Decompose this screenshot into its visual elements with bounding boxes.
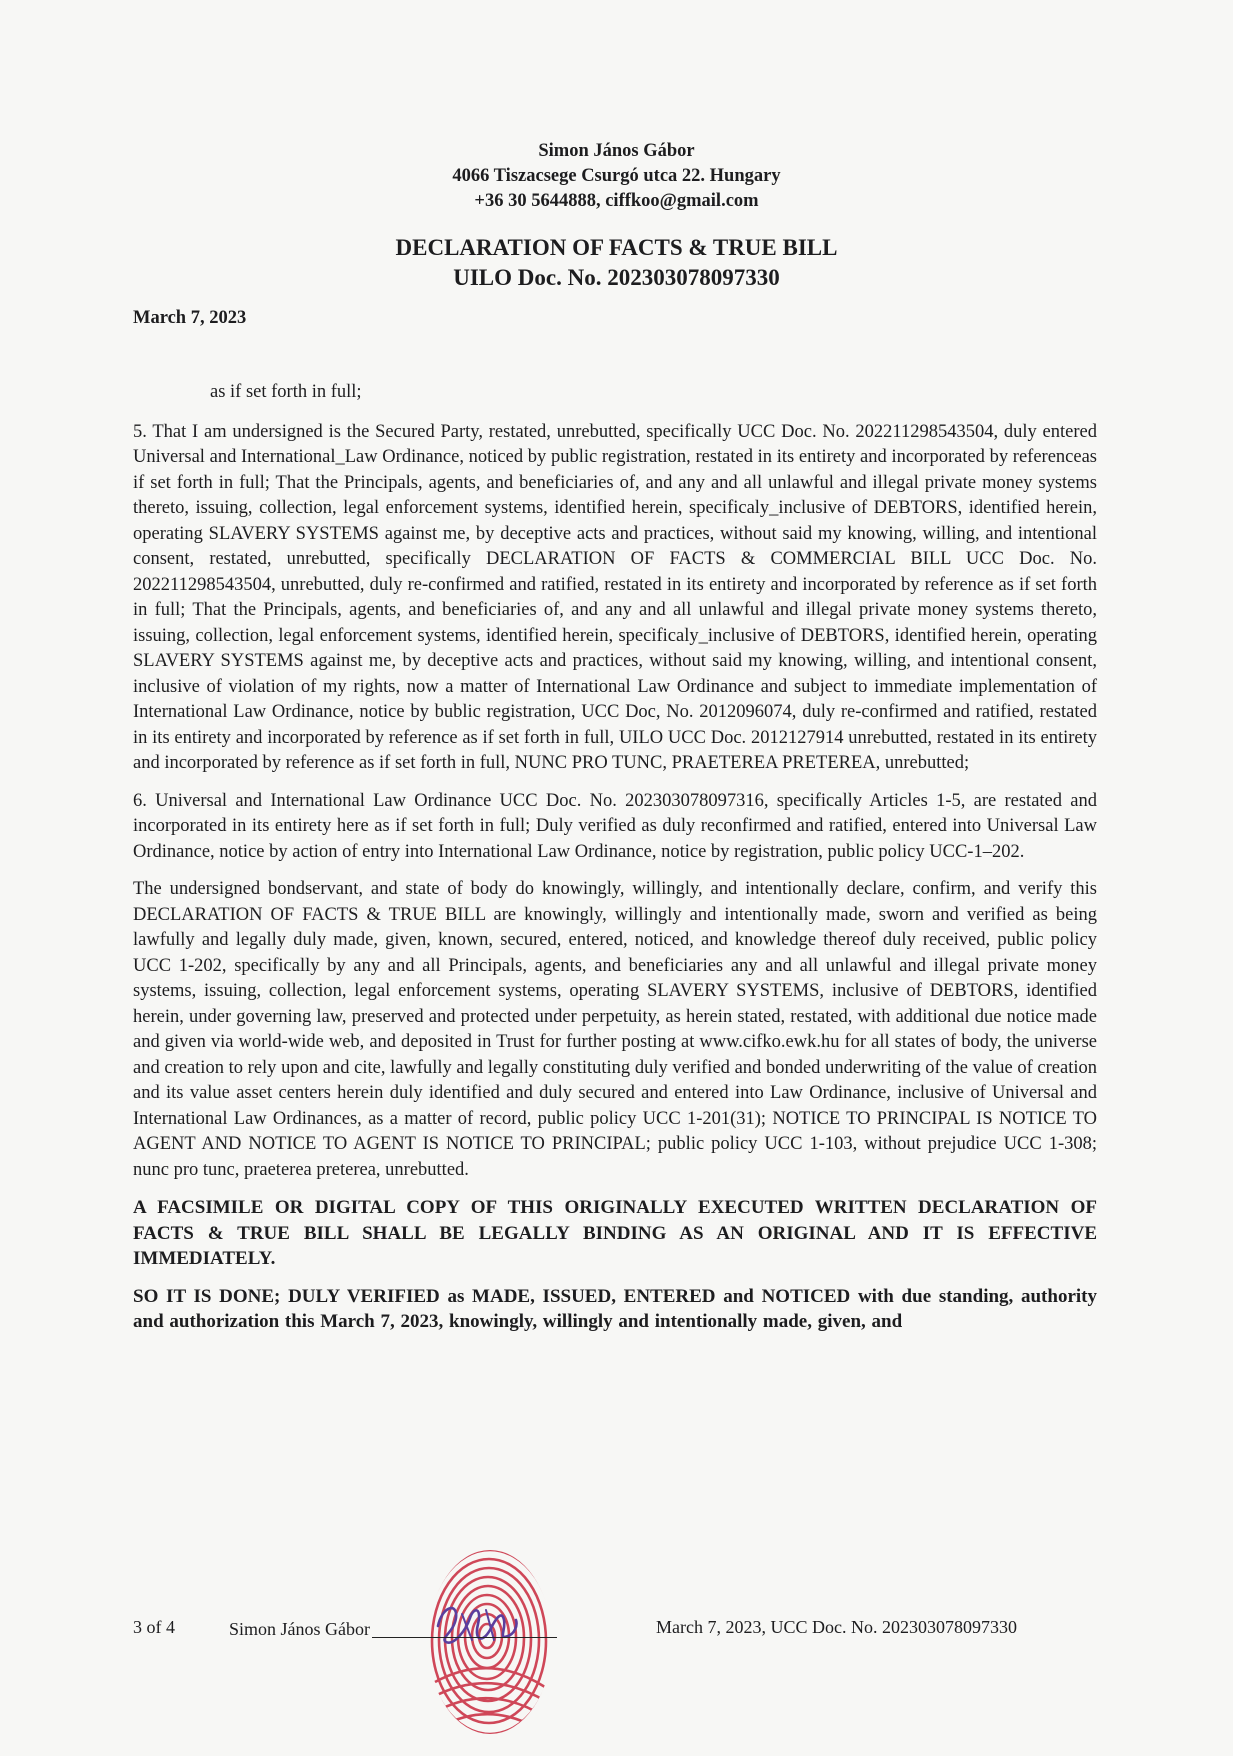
- footer-reference: March 7, 2023, UCC Doc. No. 202303078097330: [656, 1617, 1017, 1637]
- document-body: [133, 380, 1097, 1347]
- paragraph-declaration: The undersigned bondservant, and state of body do knowingly, willingly, and intentionally declare, confirm, and verify this DECLARATION OF FACTS & TRUE BILL are knowingly, willingly and intentionally made, sworn and verified as being lawfully and legally duly made, given, known, secured, entered, noticed, and knowledge thereof duly received, public policy UCC 1-202, specifically by any and all Principals, agents, and beneficiaries any and all unlawful and illegal private money systems, issuing, collection, legal enforcement systems, operating SLAVERY SYSTEMS, inclusive of DEBTORS, identified herein, under governing law, preserved and protected under perpetuity, as herein stated, restated, with additional due notice made and given via world-wide web, and deposited in Trust for further posting at www.cifko.ewk.hu for all states of body, the universe and creation to rely upon and cite, lawfully and legally constituting duly verified and bonded underwriting of the value of creation and its value asset centers herein duly identified and duly secured and entered into Law Ordinance, inclusive of Universal and International Law Ordinances, as a matter of record, public policy UCC 1-201(31); NOTICE TO PRINCIPAL IS NOTICE TO AGENT AND NOTICE TO AGENT IS NOTICE TO PRINCIPAL; public policy UCC 1-103, without prejudice UCC 1-308; nunc pro tunc, praeterea preterea, unrebutted.: [133, 879, 1097, 1180]
- title-line-2: UILO Doc. No. 202303078097330: [453, 265, 780, 290]
- paragraph-so-it-is-done: SO IT IS DONE; DULY VERIFIED as MADE, ISSUED, ENTERED and NOTICED with due standing, authority and authorization this March 7, 2023, knowingly, willingly and intentionally made, given, and: [133, 1285, 1097, 1332]
- page-number: 3 of 4: [133, 1617, 175, 1637]
- signature-block: [229, 1617, 557, 1640]
- document-date: March 7, 2023: [133, 308, 247, 328]
- title-line-1: DECLARATION OF FACTS & TRUE BILL: [395, 235, 838, 260]
- paragraph-6: 6. Universal and International Law Ordinance UCC Doc. No. 202303078097316, specifically Articles 1-5, are restated and incorporated in its entirety here as if set forth in full; Duly verified as duly reconfirmed and ratified, entered into Universal Law Ordinance, notice by action of entry into International Law Ordinance, notice by registration, public policy UCC-1–202.: [133, 790, 1097, 862]
- sender-contact: +36 30 5644888, ciffkoo@gmail.com: [474, 191, 759, 211]
- letterhead: [0, 139, 1233, 214]
- sender-address: 4066 Tiszacsege Csurgó utca 22. Hungary: [452, 166, 781, 186]
- signature-line: [372, 1617, 557, 1638]
- paragraph-5: 5. That I am undersigned is the Secured Party, restated, unrebutted, specifically UCC Doc. No. 202211298543504, duly entered Universal and International_Law Ordinance, noticed by public registration, restated in its entirety and incorporated by referenceas if set forth in full; That the Principals, agents, and beneficiaries of, and any and all unlawful and illegal private money systems thereto, issuing, collection, legal enforcement systems, identified herein, specificaly_inclusive of DEBTORS, identified herein, operating SLAVERY SYSTEMS against me, by deceptive acts and practices, without said my knowing, willing, and intentional consent, restated, unrebutted, specifically DECLARATION OF FACTS & COMMERCIAL BILL UCC Doc. No. 202211298543504, unrebutted, duly re-confirmed and ratified, restated in its entirety and incorporated by reference as if set forth in full; That the Principals, agents, and beneficiaries of, and any and all unlawful and illegal private money systems thereto, issuing, collection, legal enforcement systems, identified herein, specificaly_inclusive of DEBTORS, identified herein, operating SLAVERY SYSTEMS against me, by deceptive acts and practices, without said my knowing, willing, and intentional consent, inclusive of violation of my rights, now a matter of International Law Ordinance and subject to immediate implementation of International Law Ordinance, notice by bublic registration, UCC Doc, No. 2012096074, duly re-confirmed and ratified, restated in its entirety and incorporated by reference as if set forth in full, UILO UCC Doc. 2012127914 unrebutted, restated in its entirety and incorporated by reference as if set forth in full, NUNC PRO TUNC, PRAETEREA PRETEREA, unrebutted;: [133, 421, 1097, 773]
- signer-name: Simon János Gábor: [229, 1619, 370, 1639]
- sender-name: Simon János Gábor: [538, 141, 695, 161]
- document-title: [0, 233, 1233, 293]
- paragraph-continuation: as if set forth in full;: [210, 382, 362, 402]
- paragraph-facsimile-notice: A FACSIMILE OR DIGITAL COPY OF THIS ORIGINALLY EXECUTED WRITTEN DECLARATION OF FACTS & TRUE BILL SHALL BE LEGALLY BINDING AS AN ORIGINAL AND IT IS EFFECTIVE IMMEDIATELY.: [133, 1197, 1097, 1269]
